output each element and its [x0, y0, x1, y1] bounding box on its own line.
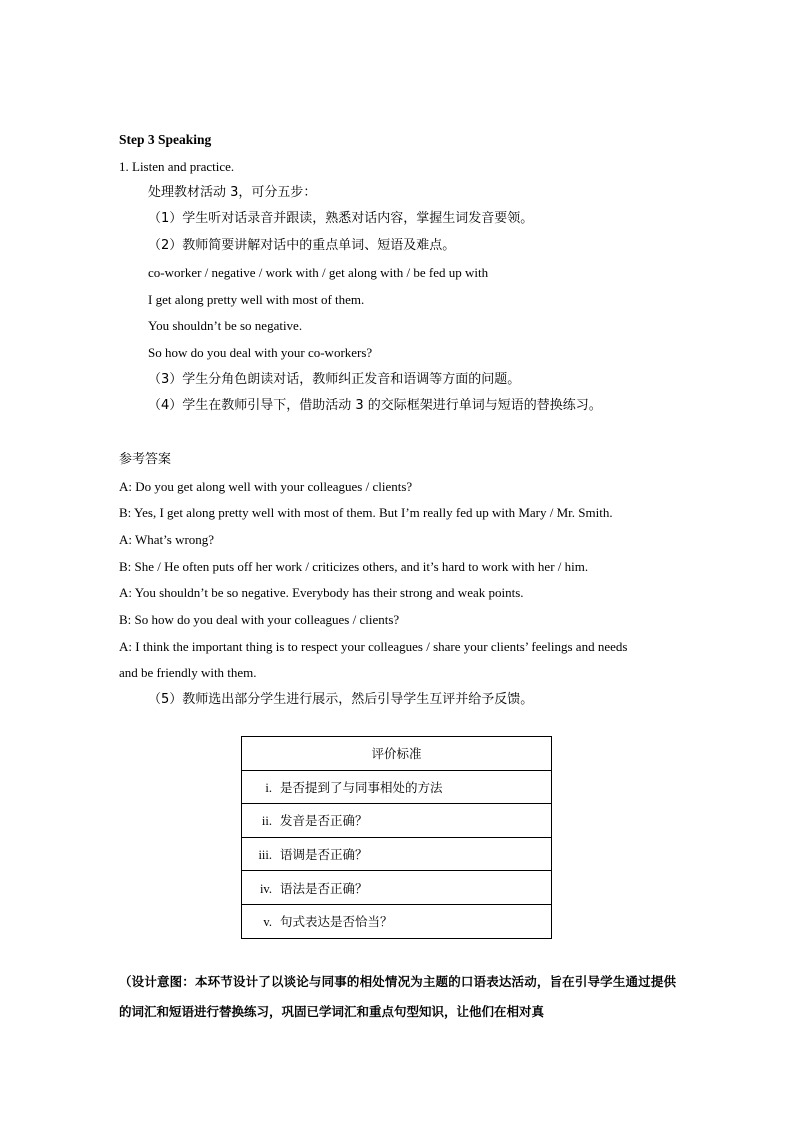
dialogue-line: and be friendly with them. — [119, 665, 257, 680]
table-row — [242, 871, 552, 905]
table-header: 评价标准 — [242, 737, 552, 771]
step-title: Step 3 Speaking — [119, 132, 212, 147]
key-point-vocab: co-worker / negative / work with / get along with / be fed up with — [148, 265, 489, 280]
dialogue-line: B: Yes, I get along pretty well with most of them. But I’m really fed up with Mary / Mr. Smith. — [119, 505, 613, 520]
criterion-text: 是否提到了与同事相处的方法 — [280, 779, 443, 795]
row-number: iii. — [258, 848, 272, 863]
step-2: （2）教师简要讲解对话中的重点单词、短语及难点。 — [148, 238, 456, 253]
criterion-text: 语法是否正确？ — [280, 880, 368, 896]
key-point-sentence-3: So how do you deal with your co-workers? — [148, 345, 373, 360]
step-4: （4）学生在教师引导下，借助活动 3 的交际框架进行单词与短语的替换练习。 — [148, 398, 602, 413]
table-header-row — [242, 737, 552, 771]
table-row — [242, 904, 552, 938]
dialogue-line: A: What’s wrong? — [119, 532, 215, 547]
dialogue-line: A: You shouldn’t be so negative. Everybody has their strong and weak points. — [119, 585, 524, 600]
key-point-sentence-1: I get along pretty well with most of them. — [148, 292, 365, 307]
intro-text: 处理教材活动 3，可分五步： — [148, 185, 317, 200]
row-number: v. — [263, 915, 272, 930]
listen-practice: 1. Listen and practice. — [119, 159, 235, 174]
dialogue-line: A: I think the important thing is to respect your colleagues / share your clients’ feelings and needs — [119, 639, 628, 654]
evaluation-table — [241, 736, 552, 939]
criterion-text: 句式表达是否恰当？ — [280, 914, 393, 930]
row-number: ii. — [261, 814, 272, 829]
criterion-text: 发音是否正确？ — [280, 813, 368, 829]
table-row — [242, 837, 552, 871]
answer-title: 参考答案 — [119, 452, 172, 467]
row-number: iv. — [259, 881, 272, 896]
dialogue-line: B: She / He often puts off her work / criticizes others, and it’s hard to work with her / him. — [119, 559, 589, 574]
key-point-sentence-2: You shouldn’t be so negative. — [148, 318, 303, 333]
step-1: （1）学生听对话录音并跟读，熟悉对话内容，掌握生词发音要领。 — [148, 211, 534, 226]
step-3: （3）学生分角色朗读对话，教师纠正发音和语调等方面的问题。 — [148, 372, 521, 387]
table-row — [242, 804, 552, 838]
dialogue-line: A: Do you get along well with your colleagues / clients? — [119, 479, 413, 494]
row-number: i. — [265, 780, 272, 795]
dialogue-line: B: So how do you deal with your colleagues / clients? — [119, 612, 400, 627]
table-row — [242, 770, 552, 804]
design-intent: （设计意图：本环节设计了以谈论与同事的相处情况为主题的口语表达活动，旨在引导学生通过提供的词汇和短语进行替换练习，巩固已学词汇和重点句型知识，让他们在相对真 — [119, 974, 676, 1019]
criterion-text: 语调是否正确？ — [280, 847, 368, 863]
step-5: （5）教师选出部分学生进行展示，然后引导学生互评并给予反馈。 — [148, 692, 534, 707]
